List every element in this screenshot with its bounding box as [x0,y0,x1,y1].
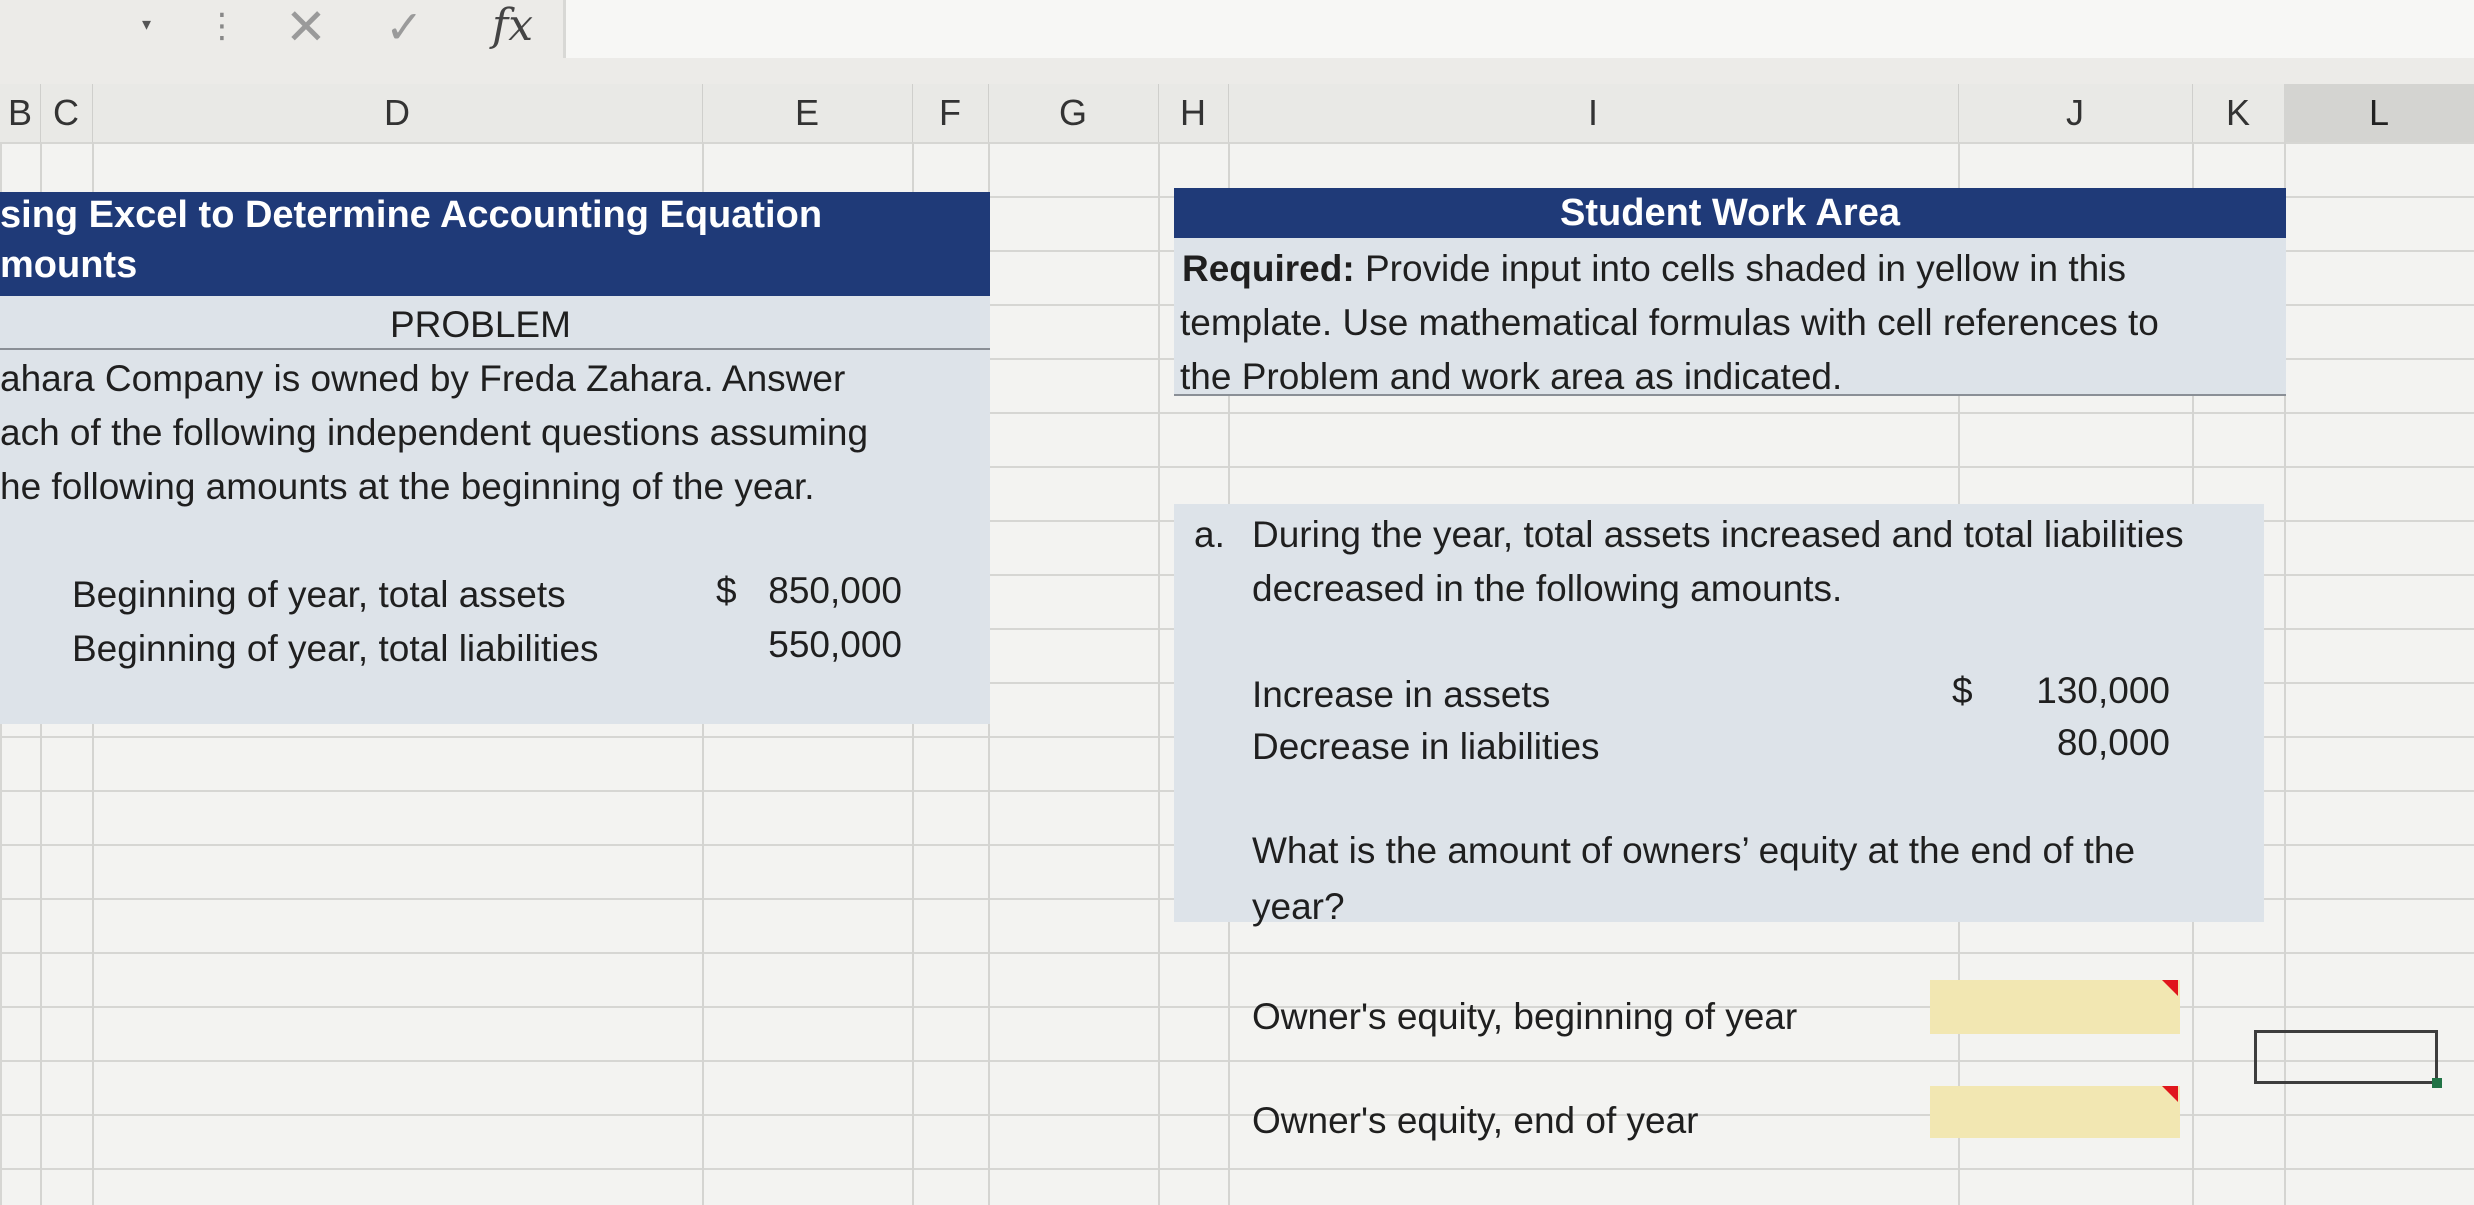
problem-heading: PROBLEM [390,304,571,345]
equity-end-input[interactable] [1930,1086,2180,1138]
column-header-h[interactable]: H [1158,84,1229,142]
more-icon[interactable]: ⋮ [205,7,239,45]
left-title-line2: mounts [0,244,138,286]
student-work-banner [1174,188,2286,238]
function-icon[interactable]: fx [492,0,534,51]
required-line3: the Problem and work area as indicated. [1180,356,1843,397]
question-line1: During the year, total assets increased and total liabilities [1252,514,2184,555]
column-header-g[interactable]: G [988,84,1159,142]
problem-text-line1: ahara Company is owned by Freda Zahara. Answer [0,358,846,399]
question-line2: decreased in the following amounts. [1252,568,1843,609]
column-header-d[interactable]: D [92,84,703,142]
problem-text-line2: ach of the following independent questions assuming [0,412,869,453]
increase-assets-value: 130,000 [2036,670,2170,711]
equity-beginning-label: Owner's equity, beginning of year [1252,996,1798,1037]
active-cell[interactable] [2254,1030,2438,1084]
assets-label: Beginning of year, total assets [72,574,566,615]
column-header-b[interactable]: B [0,84,41,142]
decrease-liabilities-value: 80,000 [2056,722,2170,763]
question-ask-line1: What is the amount of owners’ equity at the end of the [1252,830,2136,871]
question-letter: a. [1194,514,1225,555]
close-icon[interactable]: ✕ [285,0,327,56]
problem-text-line3: he following amounts at the beginning of the year. [0,466,815,507]
grid-line [1158,142,1160,1205]
column-header-c[interactable]: C [40,84,93,142]
column-header-i[interactable]: I [1228,84,1959,142]
comment-indicator-icon [2162,980,2178,996]
required-line2: template. Use mathematical formulas with cell references to [1180,302,2159,343]
formula-input[interactable] [566,0,2474,58]
column-header-k[interactable]: K [2192,84,2285,142]
left-title-banner [0,192,990,296]
chevron-down-icon[interactable]: ▾ [142,14,152,34]
required-line1: Provide input into cells shaded in yellow in this [1354,248,2126,289]
equity-end-label: Owner's equity, end of year [1252,1100,1699,1141]
required-label: Required: [1182,248,1355,289]
assets-currency: $ [716,570,737,611]
comment-indicator-icon [2162,1086,2178,1102]
assets-value: 850,000 [768,570,902,611]
increase-assets-currency: $ [1952,670,1973,711]
increase-assets-label: Increase in assets [1252,674,1551,715]
question-ask-line2: year? [1252,886,1345,927]
problem-divider [0,348,990,350]
equity-beginning-input[interactable] [1930,980,2180,1034]
column-header-e[interactable]: E [702,84,913,142]
column-header-l[interactable]: L [2284,84,2474,142]
name-box[interactable] [0,8,160,68]
fill-handle[interactable] [2432,1078,2442,1088]
liabilities-label: Beginning of year, total liabilities [72,628,599,669]
check-icon[interactable]: ✓ [385,0,424,54]
left-title-line1: sing Excel to Determine Accounting Equation [0,194,823,236]
column-header-f[interactable]: F [912,84,989,142]
decrease-liabilities-label: Decrease in liabilities [1252,726,1600,767]
column-header-j[interactable]: J [1958,84,2193,142]
liabilities-value: 550,000 [768,624,902,665]
student-work-title: Student Work Area [1560,192,1900,234]
formula-bar [0,0,2474,85]
